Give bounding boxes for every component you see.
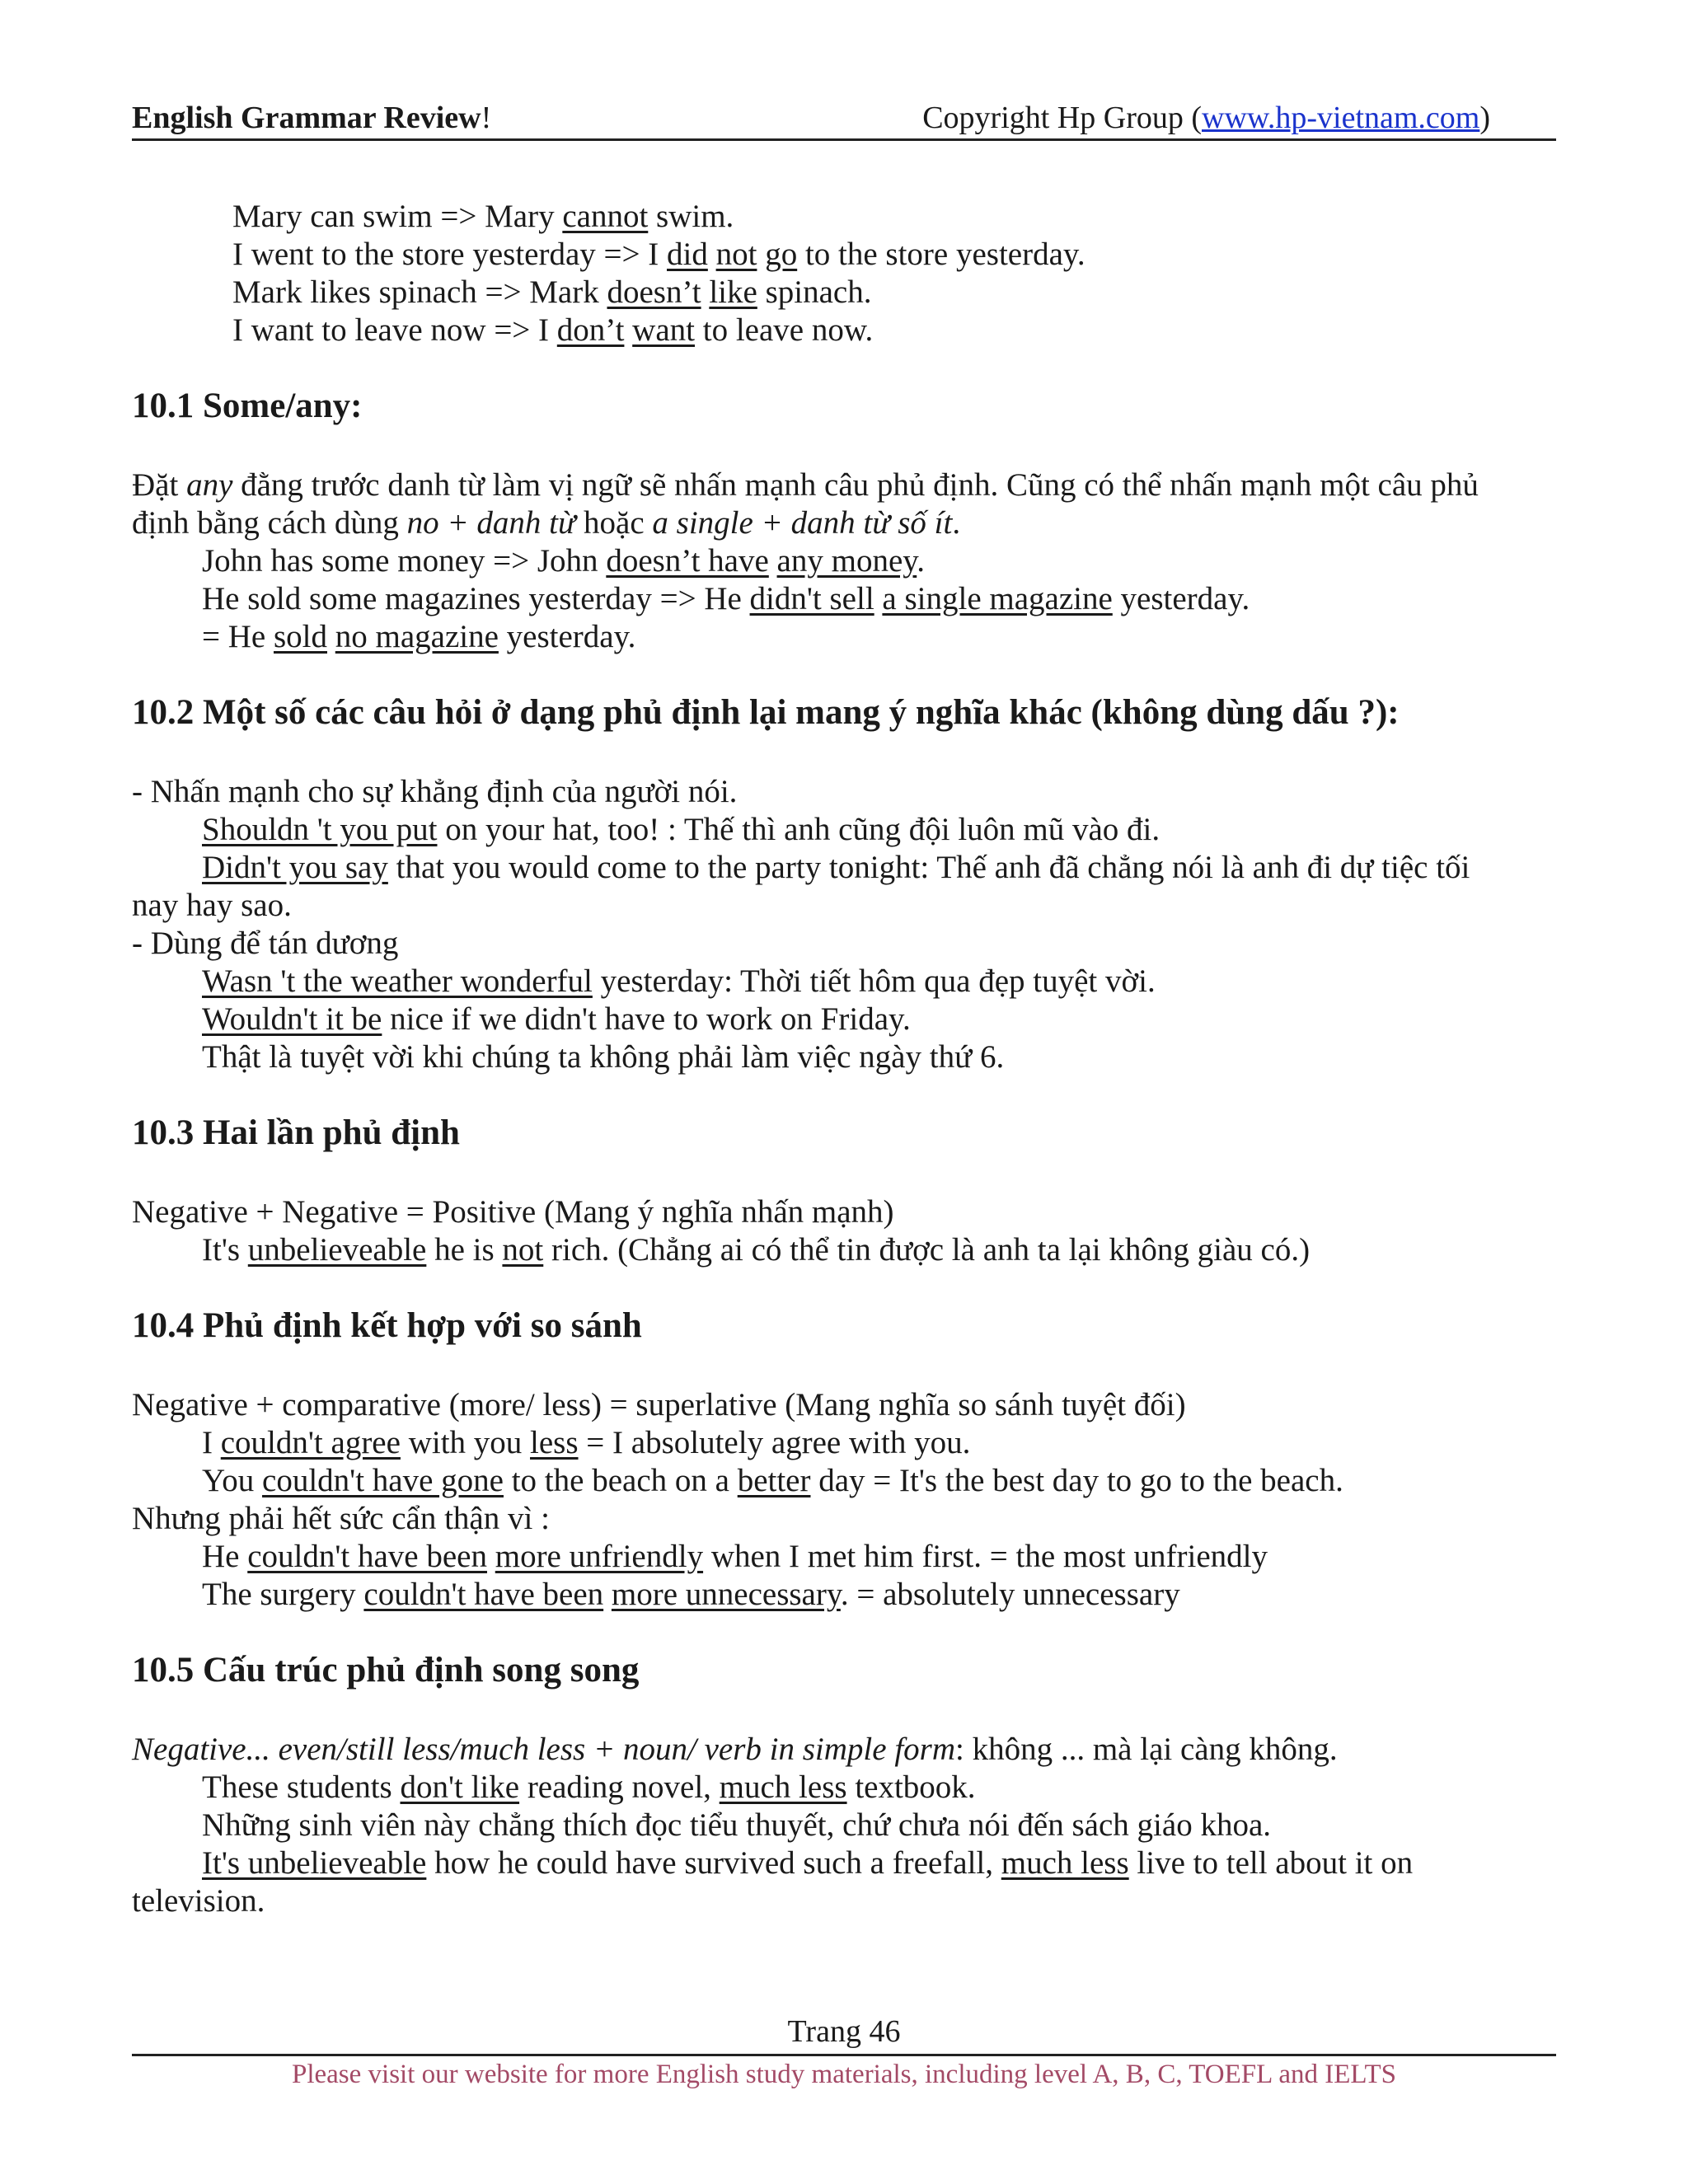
section-heading: 10.2 Một số các câu hỏi ở dạng phủ định lại mang ý nghĩa khác (không dùng dấu ?): bbox=[132, 693, 1400, 732]
header-brand: English Grammar Review! bbox=[132, 101, 492, 135]
example-line: I couldn't agree with you less = I absolutely agree with you. bbox=[202, 1425, 971, 1460]
header-copyright: Copyright Hp Group (www.hp-vietnam.com) bbox=[922, 101, 1490, 135]
intro-example: I want to leave now => I don’t want to leave now. bbox=[232, 312, 874, 348]
example-line: It's unbelieveable he is not rich. (Chẳng ai có thể tin được là anh ta lại không giàu có.) bbox=[202, 1232, 1311, 1268]
example-line: Didn't you say that you would come to the party tonight: Thế anh đã chẳng nói là anh đi dự tiệc tối nay hay sao. bbox=[132, 850, 1470, 923]
page-number: Trang 46 bbox=[787, 2014, 901, 2049]
example-line: Wouldn't it be nice if we didn't have to work on Friday. bbox=[202, 1001, 911, 1037]
example-line: = He sold no magazine yesterday. bbox=[202, 619, 636, 654]
example-line: Thật là tuyệt vời khi chúng ta không phải làm việc ngày thứ 6. bbox=[202, 1039, 1005, 1075]
rule-line: Negative + comparative (more/ less) = superlative (Mang nghĩa so sánh tuyệt đối) bbox=[132, 1387, 1186, 1422]
example-line: John has some money => John doesn’t have any money. bbox=[202, 543, 925, 579]
rule-line: Negative... even/still less/much less + noun/ verb in simple form: không ... mà lại càng không. bbox=[132, 1732, 1338, 1767]
intro-example: Mark likes spinach => Mark doesn’t like spinach. bbox=[232, 274, 872, 310]
website-link[interactable]: www.hp-vietnam.com bbox=[1202, 101, 1480, 135]
section-heading: 10.5 Cấu trúc phủ định song song bbox=[132, 1651, 640, 1690]
warning-line: Nhưng phải hết sức cẩn thận vì : bbox=[132, 1501, 550, 1536]
intro-example: Mary can swim => Mary cannot swim. bbox=[232, 199, 734, 234]
section-heading: 10.1 Some/any: bbox=[132, 387, 363, 425]
rule-line: Negative + Negative = Positive (Mang ý nghĩa nhấn mạnh) bbox=[132, 1194, 894, 1230]
footer-note: Please visit our website for more English study materials, including level A, B, C, TOEFL and IELTS bbox=[291, 2060, 1396, 2089]
bullet-line: - Dùng để tán dương bbox=[132, 926, 399, 961]
intro-example: I went to the store yesterday => I did not go to the store yesterday. bbox=[232, 237, 1085, 272]
example-line: Shouldn 't you put on your hat, too! : Thế thì anh cũng đội luôn mũ vào đi. bbox=[202, 812, 1160, 847]
example-line: Những sinh viên này chẳng thích đọc tiểu thuyết, chứ chưa nói đến sách giáo khoa. bbox=[202, 1807, 1271, 1843]
example-line: Wasn 't the weather wonderful yesterday: Thời tiết hôm qua đẹp tuyệt vời. bbox=[202, 963, 1156, 999]
bullet-line: - Nhấn mạnh cho sự khẳng định của người nói. bbox=[132, 774, 738, 809]
section-paragraph: Đặt any đằng trước danh từ làm vị ngữ sẽ nhấn mạnh câu phủ định. Cũng có thể nhấn mạnh một câu phủ định bằng cách dùng no + danh từ hoặc a single + danh từ số ít. bbox=[132, 467, 1479, 541]
example-line: He sold some magazines yesterday => He didn't sell a single magazine yesterday. bbox=[202, 581, 1250, 616]
example-line: It's unbelieveable how he could have survived such a freefall, much less live to tell about it on television. bbox=[132, 1845, 1414, 1919]
example-line: He couldn't have been more unfriendly when I met him first. = the most unfriendly bbox=[202, 1539, 1268, 1574]
page-content bbox=[132, 198, 1517, 1920]
example-line: These students don't like reading novel, much less textbook. bbox=[202, 1769, 976, 1805]
footer-divider bbox=[132, 2054, 1556, 2056]
section-heading: 10.3 Hai lần phủ định bbox=[132, 1113, 460, 1152]
section-heading: 10.4 Phủ định kết hợp với so sánh bbox=[132, 1306, 642, 1345]
page-header bbox=[132, 97, 1556, 141]
example-line: The surgery couldn't have been more unnecessary. = absolutely unnecessary bbox=[202, 1577, 1180, 1612]
example-line: You couldn't have gone to the beach on a better day = It's the best day to go to the beach. bbox=[202, 1463, 1343, 1498]
